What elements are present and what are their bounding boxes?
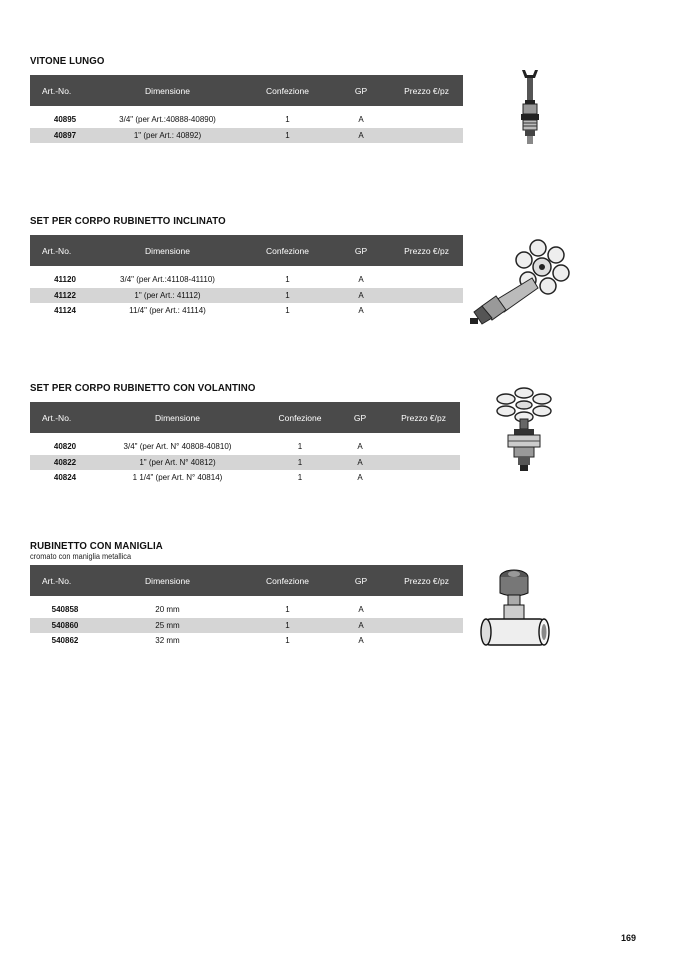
product-table — [30, 565, 463, 649]
table-row — [30, 303, 463, 319]
col-gp: GP — [354, 85, 368, 96]
dimension: 3/4" (per Art.:41108-41110) — [120, 275, 215, 285]
gp: A — [357, 473, 363, 483]
col-package: Confezione — [265, 85, 309, 96]
package: 1 — [285, 290, 290, 300]
dimension: 3/4" (per Art. N° 40808-40810) — [123, 442, 232, 452]
gp: A — [358, 620, 364, 630]
page-number: 169 — [621, 933, 637, 943]
gp: A — [358, 130, 364, 140]
product-table — [30, 75, 463, 143]
table-row — [30, 618, 463, 634]
col-price: Prezzo €/pz — [401, 412, 446, 423]
col-gp: GP — [353, 412, 367, 423]
col-dimension: Dimensione — [155, 412, 200, 423]
col-dimension: Dimensione — [145, 575, 190, 586]
dimension: 3/4" (per Art.:40888-40890) — [119, 115, 216, 125]
handwheel-tap-set-icon — [492, 385, 556, 477]
section-tap-with-handle — [30, 540, 463, 649]
price — [382, 303, 463, 319]
art-number: 40897 — [53, 130, 77, 140]
gp: A — [357, 442, 363, 452]
col-gp: GP — [354, 575, 368, 586]
section-vitone-lungo — [30, 55, 463, 143]
inclined-tap-set-icon — [466, 238, 576, 330]
gp: A — [358, 275, 364, 285]
product-table — [30, 235, 463, 319]
section-inclined-tap-set — [30, 215, 463, 319]
dimension: 1 1/4" (per Art. N° 40814) — [132, 473, 223, 483]
dimension: 11/4" (per Art.: 41114) — [129, 306, 206, 316]
product-table — [30, 402, 460, 486]
col-dimension: Dimensione — [145, 85, 190, 96]
dimension: 1" (per Art.: 41112) — [134, 290, 201, 300]
art-number: 540860 — [51, 620, 79, 630]
art-number: 540862 — [51, 636, 79, 646]
section-title: SET PER CORPO RUBINETTO INCLINATO — [30, 215, 226, 227]
tap-with-handle-icon — [478, 565, 554, 655]
gp: A — [358, 605, 364, 615]
table-row — [30, 439, 460, 455]
package: 1 — [285, 275, 290, 285]
section-handwheel-tap-set — [30, 382, 460, 486]
art-number: 540858 — [51, 605, 79, 615]
col-package: Confezione — [278, 412, 322, 423]
gp: A — [358, 115, 364, 125]
table-row — [30, 633, 463, 649]
package: 1 — [297, 457, 303, 467]
price — [375, 470, 460, 486]
gp: A — [357, 457, 363, 467]
price — [382, 128, 463, 144]
art-number: 41120 — [54, 275, 76, 285]
package: 1 — [285, 620, 290, 630]
package: 1 — [297, 442, 303, 452]
gp: A — [358, 636, 364, 646]
dimension: 1" (per Art.: 40892) — [133, 130, 202, 140]
price — [382, 633, 463, 649]
art-number: 40895 — [53, 115, 77, 125]
col-price: Prezzo €/pz — [404, 85, 449, 96]
col-art: Art.-No. — [42, 85, 72, 96]
section-title: RUBINETTO CON MANIGLIA — [30, 540, 163, 552]
long-valve-spindle-icon — [505, 68, 555, 148]
art-number: 40822 — [53, 457, 77, 467]
gp: A — [358, 290, 364, 300]
col-price: Prezzo €/pz — [404, 245, 449, 256]
price — [382, 288, 463, 304]
table-header-row — [30, 402, 460, 433]
table-row — [30, 272, 463, 288]
section-title: SET PER CORPO RUBINETTO CON VOLANTINO — [30, 382, 256, 394]
price — [382, 602, 463, 618]
package: 1 — [285, 636, 290, 646]
art-number: 40824 — [53, 473, 77, 483]
table-header-row — [30, 565, 463, 596]
package: 1 — [285, 306, 290, 316]
col-gp: GP — [354, 245, 368, 256]
dimension: 25 mm — [155, 620, 180, 630]
price — [375, 455, 460, 471]
price — [375, 439, 460, 455]
package: 1 — [285, 130, 290, 140]
package: 1 — [285, 605, 290, 615]
col-art: Art.-No. — [42, 412, 72, 423]
col-dimension: Dimensione — [145, 245, 190, 256]
col-package: Confezione — [265, 245, 309, 256]
price — [382, 112, 463, 128]
section-title: VITONE LUNGO — [30, 55, 105, 67]
table-row — [30, 602, 463, 618]
section-subtitle: cromato con maniglia metallica — [30, 552, 132, 561]
table-row — [30, 112, 463, 128]
dimension: 20 mm — [155, 605, 180, 615]
col-art: Art.-No. — [42, 575, 72, 586]
table-row — [30, 470, 460, 486]
dimension: 1" (per Art. N° 40812) — [139, 457, 216, 467]
price — [382, 618, 463, 634]
col-package: Confezione — [265, 575, 309, 586]
price — [382, 272, 463, 288]
art-number: 41124 — [54, 306, 76, 316]
dimension: 32 mm — [155, 636, 180, 646]
package: 1 — [285, 115, 290, 125]
package: 1 — [297, 473, 303, 483]
table-row — [30, 455, 460, 471]
gp: A — [358, 306, 364, 316]
art-number: 40820 — [53, 442, 77, 452]
art-number: 41122 — [54, 290, 76, 300]
col-price: Prezzo €/pz — [404, 575, 449, 586]
table-row — [30, 288, 463, 304]
table-header-row — [30, 75, 463, 106]
col-art: Art.-No. — [42, 245, 72, 256]
table-header-row — [30, 235, 463, 266]
table-row — [30, 128, 463, 144]
